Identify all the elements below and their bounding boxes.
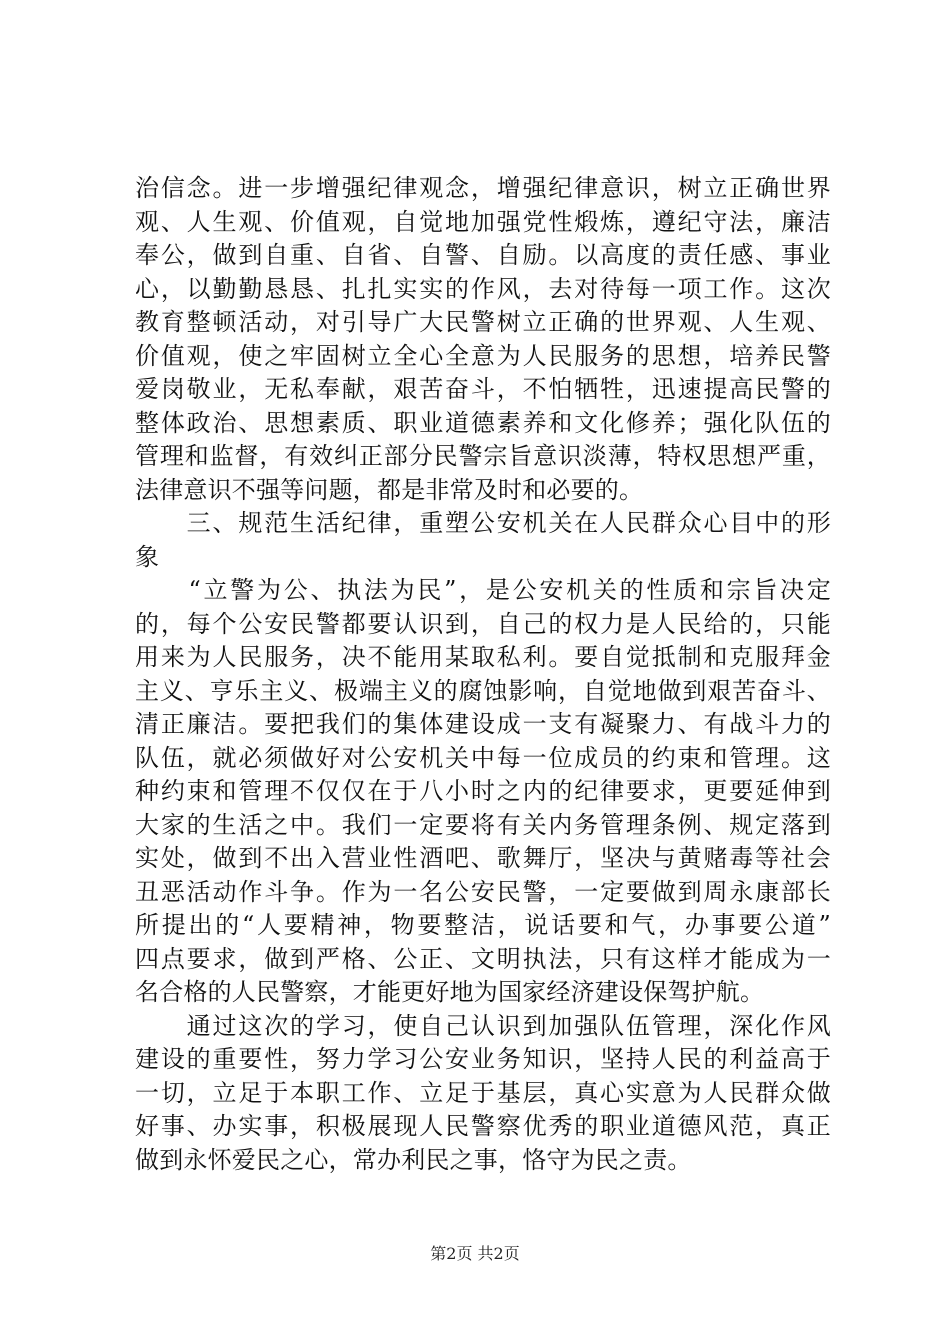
text-line: 教育整顿活动，对引导广大民警树立正确的世界观、人生观、 — [135, 308, 831, 336]
text-line: 大家的生活之中。我们一定要将有关内务管理条例、规定落到 — [135, 810, 831, 839]
text-line: 心，以勤勤恳恳、扎扎实实的作风，去对待每一项工作。这次 — [135, 274, 831, 303]
text-line: 通过这次的学习，使自己认识到加强队伍管理，深化作风 — [135, 1011, 831, 1040]
text-line: 的，每个公安民警都要认识到，自己的权力是人民给的，只能 — [135, 609, 831, 638]
text-line: 种约束和管理不仅仅在于八小时之内的纪律要求，更要延伸到 — [135, 777, 831, 805]
text-line: 价值观，使之牢固树立全心全意为人民服务的思想，培养民警 — [135, 341, 831, 370]
text-line: 做到永怀爱民之心，常办利民之事，恪守为民之责。 — [135, 1145, 692, 1174]
page-footer: 第2页 共2页 — [430, 1244, 520, 1263]
text-line: “立警为公、执法为民”，是公安机关的性质和宗旨决定 — [135, 576, 831, 604]
text-line: 爱岗敬业，无私奉献，艰苦奋斗，不怕牺牲，迅速提高民警的 — [135, 375, 831, 403]
text-line: 清正廉洁。要把我们的集体建设成一支有凝聚力、有战斗力的 — [135, 710, 831, 738]
text-line: 四点要求，做到严格、公正、文明执法，只有这样才能成为一 — [135, 944, 831, 973]
text-line: 整体政治、思想素质、职业道德素养和文化修养；强化队伍的 — [135, 408, 831, 437]
text-line: 治信念。进一步增强纪律观念，增强纪律意识，树立正确世界 — [135, 174, 831, 202]
text-line: 法律意识不强等问题，都是非常及时和必要的。 — [135, 475, 644, 504]
text-line: 用来为人民服务，决不能用某取私利。要自觉抵制和克服拜金 — [135, 643, 831, 671]
text-line: 所提出的“人要精神，物要整洁，说话要和气，办事要公道” — [135, 911, 831, 939]
text-line: 一切，立足于本职工作、立足于基层，真心实意为人民群众做 — [135, 1078, 831, 1107]
text-line: 三、规范生活纪律，重塑公安机关在人民群众心目中的形 — [135, 509, 831, 537]
text-line: 建设的重要性，努力学习公安业务知识，坚持人民的利益高于 — [135, 1045, 831, 1073]
text-line: 管理和监督，有效纠正部分民警宗旨意识淡薄，特权思想严重， — [135, 442, 831, 470]
text-line: 实处，做到不出入营业性酒吧、歌舞厅，坚决与黄赌毒等社会 — [135, 844, 831, 872]
text-line: 主义、亨乐主义、极端主义的腐蚀影响，自觉地做到艰苦奋斗、 — [135, 676, 831, 705]
text-line: 名合格的人民警察，才能更好地为国家经济建设保驾护航。 — [135, 978, 765, 1006]
text-line: 好事、办实事，积极展现人民警察优秀的职业道德风范，真正 — [135, 1112, 831, 1140]
text-line: 队伍，就必须做好对公安机关中每一位成员的约束和管理。这 — [135, 743, 831, 772]
text-line: 象 — [135, 542, 160, 571]
text-line: 观、人生观、价值观，自觉地加强党性煅炼，遵纪守法，廉洁 — [135, 207, 831, 236]
text-line: 奉公，做到自重、自省、自警、自励。以高度的责任感、事业 — [135, 241, 831, 269]
body-text — [135, 172, 831, 1177]
text-line: 丑恶活动作斗争。作为一名公安民警，一定要做到周永康部长 — [135, 877, 831, 906]
